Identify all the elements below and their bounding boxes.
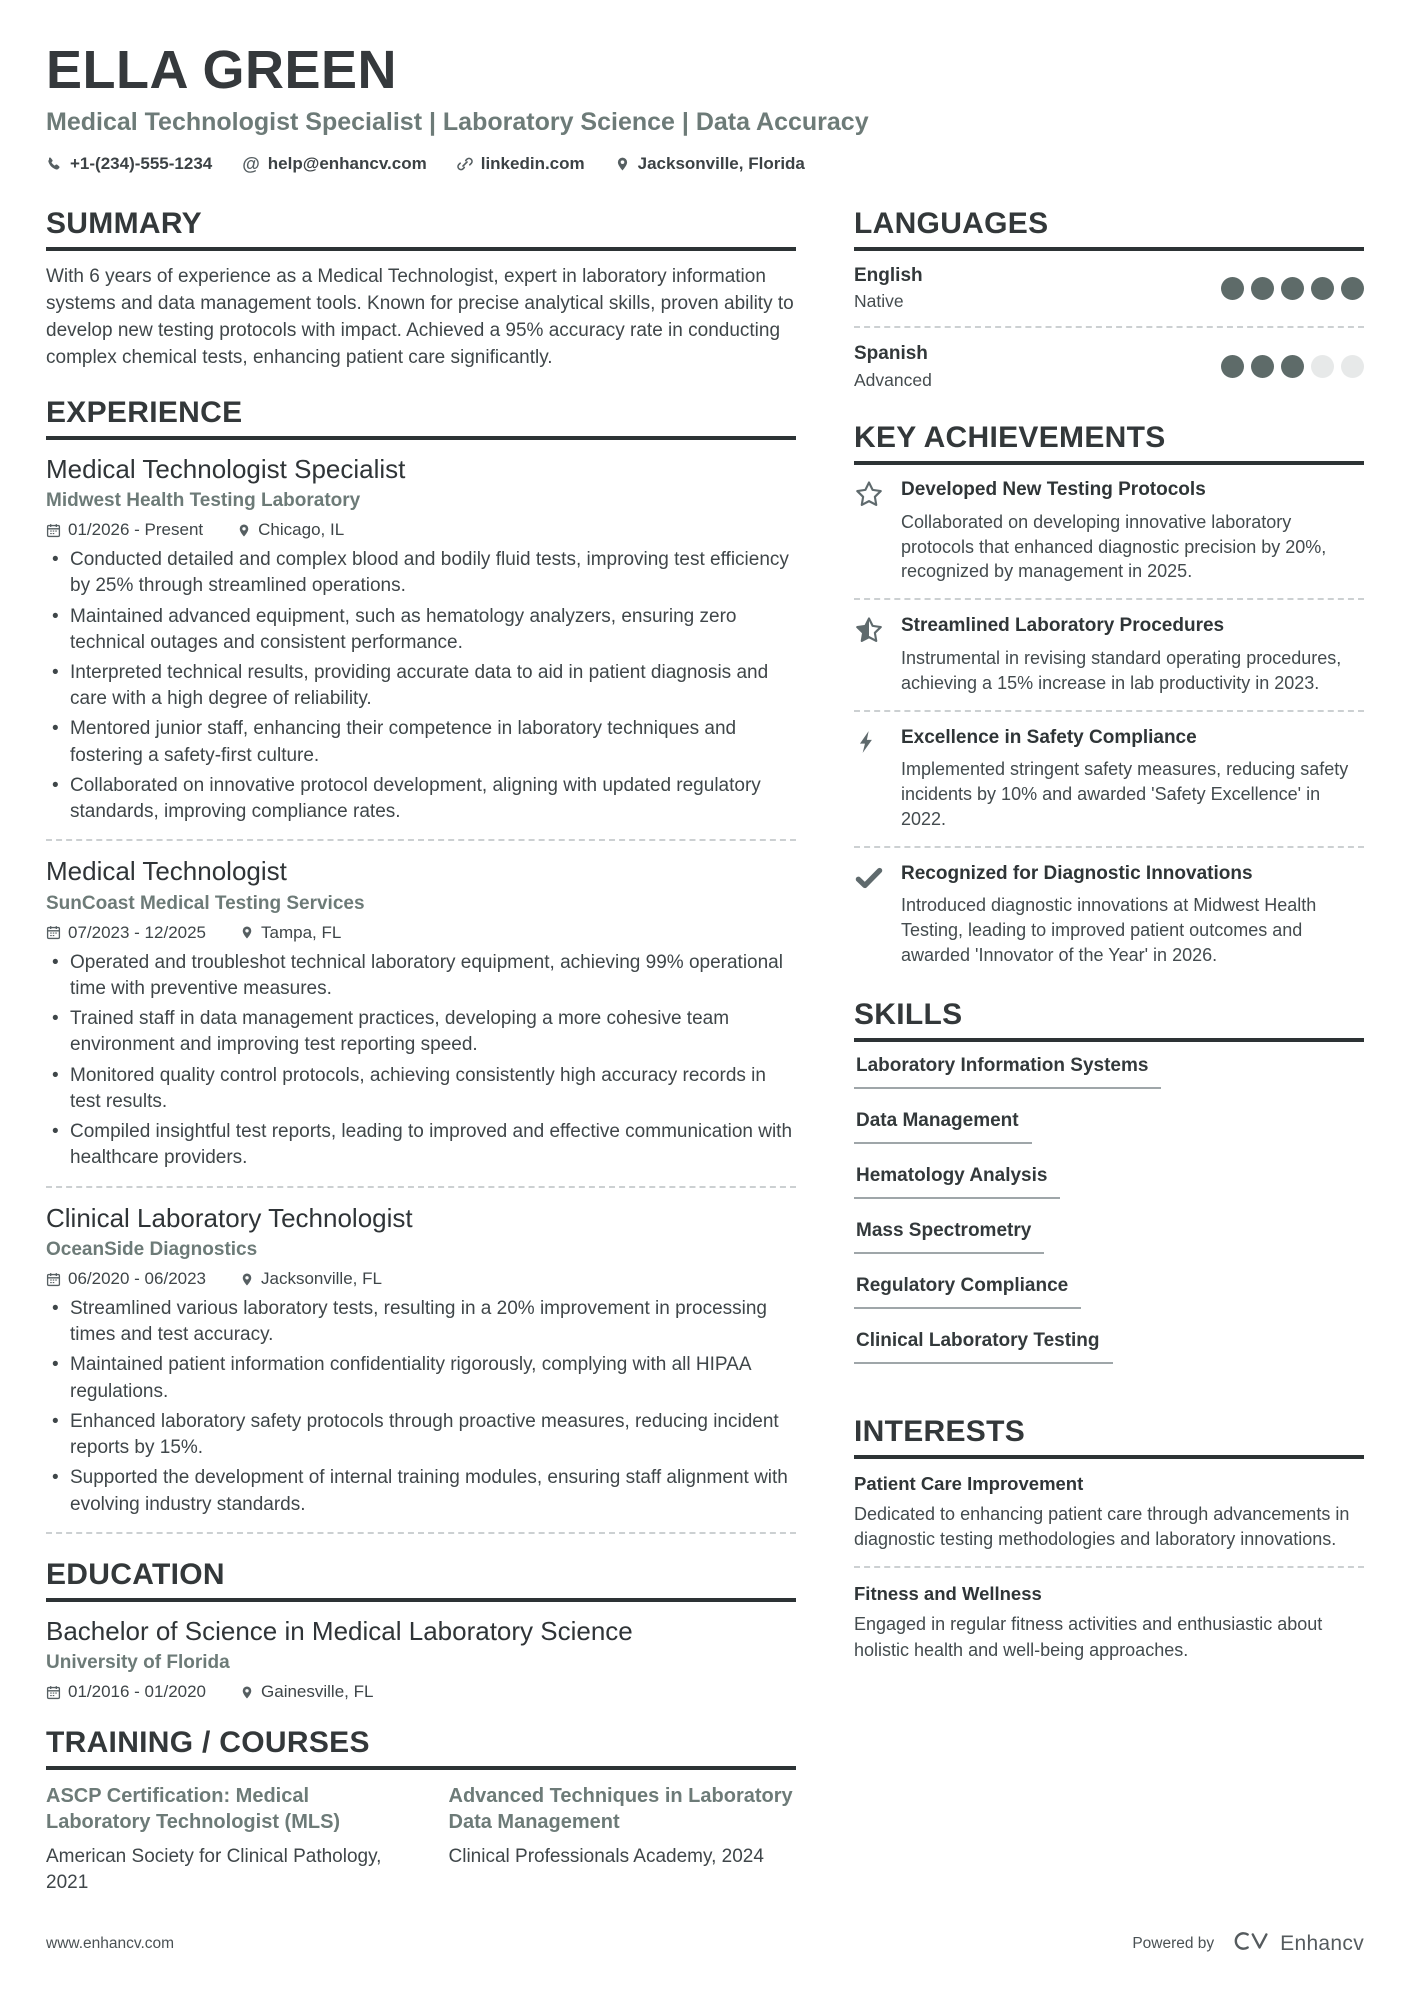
location-pin-icon <box>237 523 251 538</box>
header <box>46 42 1364 175</box>
courses-grid <box>46 1783 796 1895</box>
job-location-text: Tampa, FL <box>261 922 342 942</box>
language-separator <box>854 326 1364 328</box>
job-company: OceanSide Diagnostics <box>46 1239 258 1260</box>
interest-separator <box>854 1566 1364 1568</box>
enhancv-logo-icon <box>1228 1928 1272 1959</box>
skill-item: Laboratory Information Systems <box>854 1055 1161 1089</box>
skill-item: Data Management <box>854 1110 1032 1144</box>
job-meta <box>46 1269 796 1289</box>
link-icon <box>457 156 473 172</box>
proficiency-dot <box>1221 277 1244 300</box>
achievement-item <box>854 614 1364 695</box>
achievement-separator <box>854 598 1364 600</box>
job-bullet: • Operated and troubleshot technical laboratory equipment, achieving 99% operational time with preventive measures. <box>46 950 796 1002</box>
job-dates-text: 01/2026 - Present <box>68 520 204 540</box>
course-title: ASCP Certification: Medical Laboratory Technologist (MLS) <box>46 1785 341 1834</box>
job-bullets <box>46 950 796 1172</box>
job-bullets <box>46 1296 796 1518</box>
contact-link-text: linkedin.com <box>480 154 585 174</box>
interest-title: Fitness and Wellness <box>854 1583 1042 1605</box>
person-name: ELLA GREEN <box>46 40 398 100</box>
experience-heading-rule <box>46 396 796 440</box>
education-location <box>240 1682 373 1702</box>
job-title: Clinical Laboratory Technologist <box>46 1202 413 1233</box>
skill-item-wrap <box>854 1165 1364 1220</box>
powered-by <box>1132 1928 1364 1959</box>
experience-heading: EXPERIENCE <box>46 395 243 429</box>
interest-text: Dedicated to enhancing patient care through advancements in diagnostic testing methodologies and laboratory innovations. <box>854 1503 1350 1550</box>
proficiency-dot <box>1221 355 1244 378</box>
left-column <box>46 207 796 1920</box>
achievement-separator <box>854 710 1364 712</box>
calendar-icon <box>46 1272 61 1287</box>
achievement-item <box>854 862 1364 968</box>
language-name: English <box>854 264 923 286</box>
skill-item: Hematology Analysis <box>854 1165 1060 1199</box>
language-row <box>854 342 1364 391</box>
achievement-text: Collaborated on developing innovative laboratory protocols that enhanced diagnostic precision by 20%, recognized by management in 2025. <box>901 511 1327 582</box>
skill-item: Mass Spectrometry <box>854 1220 1044 1254</box>
skill-item: Regulatory Compliance <box>854 1275 1081 1309</box>
achievement-body <box>901 726 1364 832</box>
enhancv-brand-text: Enhancv <box>1280 1931 1364 1955</box>
proficiency-dot <box>1251 277 1274 300</box>
proficiency-dot <box>1311 277 1334 300</box>
achievement-body <box>901 614 1364 695</box>
proficiency-dot <box>1311 355 1334 378</box>
job-location <box>240 1269 382 1289</box>
achievements-heading-rule <box>854 421 1364 465</box>
phone-icon <box>46 156 62 172</box>
job-bullet: • Maintained patient information confidentiality rigorously, complying with all HIPAA regulations. <box>46 1352 796 1404</box>
interest-title: Patient Care Improvement <box>854 1472 1084 1494</box>
job-separator <box>46 839 796 841</box>
skills-heading-rule <box>854 998 1364 1042</box>
interests-section <box>854 1415 1364 1663</box>
achievement-body <box>901 478 1364 584</box>
job-meta <box>46 520 796 540</box>
skills-section <box>854 998 1364 1385</box>
contact-link[interactable] <box>457 154 585 174</box>
skills-heading: SKILLS <box>854 997 963 1031</box>
job-location-text: Chicago, IL <box>258 520 345 540</box>
language-labels <box>854 342 932 391</box>
contact-location <box>615 154 805 174</box>
language-labels <box>854 264 923 313</box>
interests-heading: INTERESTS <box>854 1414 1026 1448</box>
language-proficiency-dots <box>1214 277 1364 300</box>
interest-item <box>854 1582 1364 1662</box>
contact-phone-text: +1-(234)-555-1234 <box>70 154 213 174</box>
achievement-title: Streamlined Laboratory Procedures <box>901 615 1225 637</box>
achievements-section <box>854 421 1364 968</box>
location-pin-icon <box>240 925 254 940</box>
job-separator <box>46 1532 796 1534</box>
job-location-text: Jacksonville, FL <box>261 1269 382 1288</box>
location-pin-icon <box>240 1685 254 1700</box>
job-bullet: • Monitored quality control protocols, achieving consistently high accuracy records in test results. <box>46 1063 796 1115</box>
job-entry <box>46 1202 796 1518</box>
course-org: Clinical Professionals Academy, 2024 <box>448 1846 764 1868</box>
job-dates-text: 06/2020 - 06/2023 <box>68 1269 207 1288</box>
contact-row <box>46 154 1364 175</box>
job-bullet: • Compiled insightful test reports, leading to improved and effective communication with healthcare providers. <box>46 1119 796 1171</box>
education-dates <box>46 1682 206 1702</box>
job-dates-text: 07/2023 - 12/2025 <box>68 922 207 942</box>
languages-heading-rule <box>854 207 1364 251</box>
education-degree: Bachelor of Science in Medical Laboratory Science <box>46 1615 633 1646</box>
contact-phone[interactable] <box>46 154 212 174</box>
right-column <box>854 207 1364 1920</box>
job-dates <box>46 1269 206 1289</box>
job-meta <box>46 923 796 943</box>
summary-heading-rule <box>46 207 796 251</box>
footer-website-link[interactable]: www.enhancv.com <box>46 1934 175 1952</box>
contact-location-text: Jacksonville, Florida <box>637 154 805 174</box>
job-bullet: • Streamlined various laboratory tests, resulting in a 20% improvement in processing times and test accuracy. <box>46 1296 796 1348</box>
education-school: University of Florida <box>46 1652 230 1674</box>
achievement-text: Instrumental in revising standard operating procedures, achieving a 15% increase in lab productivity in 2023. <box>901 647 1342 693</box>
achievement-text: Implemented stringent safety measures, reducing safety incidents by 10% and awarded 'Safety Excellence' in 2022. <box>901 759 1349 829</box>
job-separator <box>46 1186 796 1188</box>
course-entry <box>46 1783 394 1895</box>
skill-item-wrap <box>854 1220 1364 1275</box>
summary-text: With 6 years of experience as a Medical Technologist, expert in laboratory information systems and data management tools. Known for precise analytical skills, proven ability to develop new testing protocols with impact. Achieved a 95% accuracy rate in conducting complex chemical tests, enhancing patient care significantly. <box>46 265 794 368</box>
calendar-icon <box>46 925 61 940</box>
job-title: Medical Technologist <box>46 856 287 887</box>
proficiency-dot <box>1341 355 1364 378</box>
training-section <box>46 1726 796 1895</box>
job-company: Midwest Health Testing Laboratory <box>46 490 361 512</box>
check-icon <box>854 862 886 968</box>
experience-section <box>46 396 796 1534</box>
enhancv-logo[interactable] <box>1228 1928 1364 1959</box>
education-section <box>46 1558 796 1703</box>
person-title: Medical Technologist Specialist | Laboratory Science | Data Accuracy <box>46 107 869 136</box>
bolt-icon <box>854 726 886 832</box>
achievement-separator <box>854 846 1364 848</box>
language-name: Spanish <box>854 343 928 365</box>
proficiency-dot <box>1251 355 1274 378</box>
language-row <box>854 264 1364 313</box>
training-heading-rule <box>46 1726 796 1770</box>
skill-item: Clinical Laboratory Testing <box>854 1330 1113 1364</box>
proficiency-dot <box>1281 277 1304 300</box>
at-icon: @ <box>242 153 260 174</box>
location-pin-icon <box>240 1272 254 1287</box>
job-bullet: • Conducted detailed and complex blood and bodily fluid tests, improving test efficiency by 25% through streamlined operations. <box>46 547 796 599</box>
proficiency-dot <box>1341 277 1364 300</box>
job-dates <box>46 520 203 540</box>
interests-heading-rule <box>854 1415 1364 1459</box>
achievements-heading: KEY ACHIEVEMENTS <box>854 421 1166 455</box>
contact-email[interactable] <box>242 154 426 175</box>
skill-item-wrap <box>854 1110 1364 1165</box>
job-location <box>240 923 341 943</box>
job-entry <box>46 453 796 826</box>
course-org: American Society for Clinical Pathology, 2021 <box>46 1846 382 1893</box>
language-level: Native <box>854 291 904 312</box>
location-pin-icon <box>615 156 630 172</box>
course-title: Advanced Techniques in Laboratory Data Management <box>448 1785 793 1834</box>
footer <box>46 1928 1364 1959</box>
star-outline-icon <box>854 478 886 584</box>
skill-item-wrap <box>854 1275 1364 1330</box>
achievement-item <box>854 478 1364 584</box>
achievement-title: Developed New Testing Protocols <box>901 479 1206 501</box>
languages-section <box>854 207 1364 391</box>
job-bullet: • Enhanced laboratory safety protocols through proactive measures, reducing incident reports by 15%. <box>46 1409 796 1461</box>
interest-item <box>854 1472 1364 1552</box>
languages-heading: LANGUAGES <box>854 206 1049 240</box>
contact-email-text: help@enhancv.com <box>267 154 427 174</box>
job-bullets <box>46 547 796 825</box>
interest-text: Engaged in regular fitness activities and enthusiastic about holistic health and well-being approaches. <box>854 1614 1323 1660</box>
job-title: Medical Technologist Specialist <box>46 453 406 484</box>
course-entry <box>449 1783 797 1895</box>
skill-item-wrap <box>854 1330 1364 1385</box>
job-bullet: • Trained staff in data management practices, developing a more cohesive team environment and improving test reporting speed. <box>46 1006 796 1058</box>
job-bullet: • Supported the development of internal training modules, ensuring staff alignment with evolving industry standards. <box>46 1465 796 1517</box>
skill-item-wrap <box>854 1055 1364 1110</box>
calendar-icon <box>46 523 61 538</box>
calendar-icon <box>46 1685 61 1700</box>
education-location-text: Gainesville, FL <box>261 1682 374 1702</box>
job-company: SunCoast Medical Testing Services <box>46 892 365 914</box>
summary-section <box>46 207 796 372</box>
job-location <box>237 520 344 540</box>
education-heading: EDUCATION <box>46 1557 225 1591</box>
achievement-item <box>854 726 1364 832</box>
education-meta <box>46 1682 796 1702</box>
columns <box>46 207 1364 1920</box>
achievement-title: Recognized for Diagnostic Innovations <box>901 862 1253 884</box>
star-half-icon <box>854 614 886 695</box>
achievement-title: Excellence in Safety Compliance <box>901 726 1197 748</box>
job-bullet: • Interpreted technical results, providing accurate data to aid in patient diagnosis and care with a high degree of reliability. <box>46 660 796 712</box>
education-heading-rule <box>46 1558 796 1602</box>
summary-heading: SUMMARY <box>46 206 202 240</box>
job-entry <box>46 855 796 1171</box>
powered-by-label: Powered by <box>1132 1934 1215 1952</box>
language-proficiency-dots <box>1214 355 1364 378</box>
proficiency-dot <box>1281 355 1304 378</box>
training-heading: TRAINING / COURSES <box>46 1726 370 1760</box>
job-bullet: • Maintained advanced equipment, such as hematology analyzers, ensuring zero technical outages and consistent performance. <box>46 604 796 656</box>
education-dates-text: 01/2016 - 01/2020 <box>68 1682 207 1702</box>
achievement-body <box>901 862 1364 968</box>
job-bullet: • Collaborated on innovative protocol development, aligning with updated regulatory standards, improving compliance rates. <box>46 773 796 825</box>
job-bullet: • Mentored junior staff, enhancing their competence in laboratory techniques and fostering a safety-first culture. <box>46 716 796 768</box>
achievement-text: Introduced diagnostic innovations at Midwest Health Testing, leading to improved patient outcomes and awarded 'Innovator of the Year' in 2026. <box>901 895 1317 966</box>
job-dates <box>46 923 206 943</box>
language-level: Advanced <box>854 370 932 391</box>
